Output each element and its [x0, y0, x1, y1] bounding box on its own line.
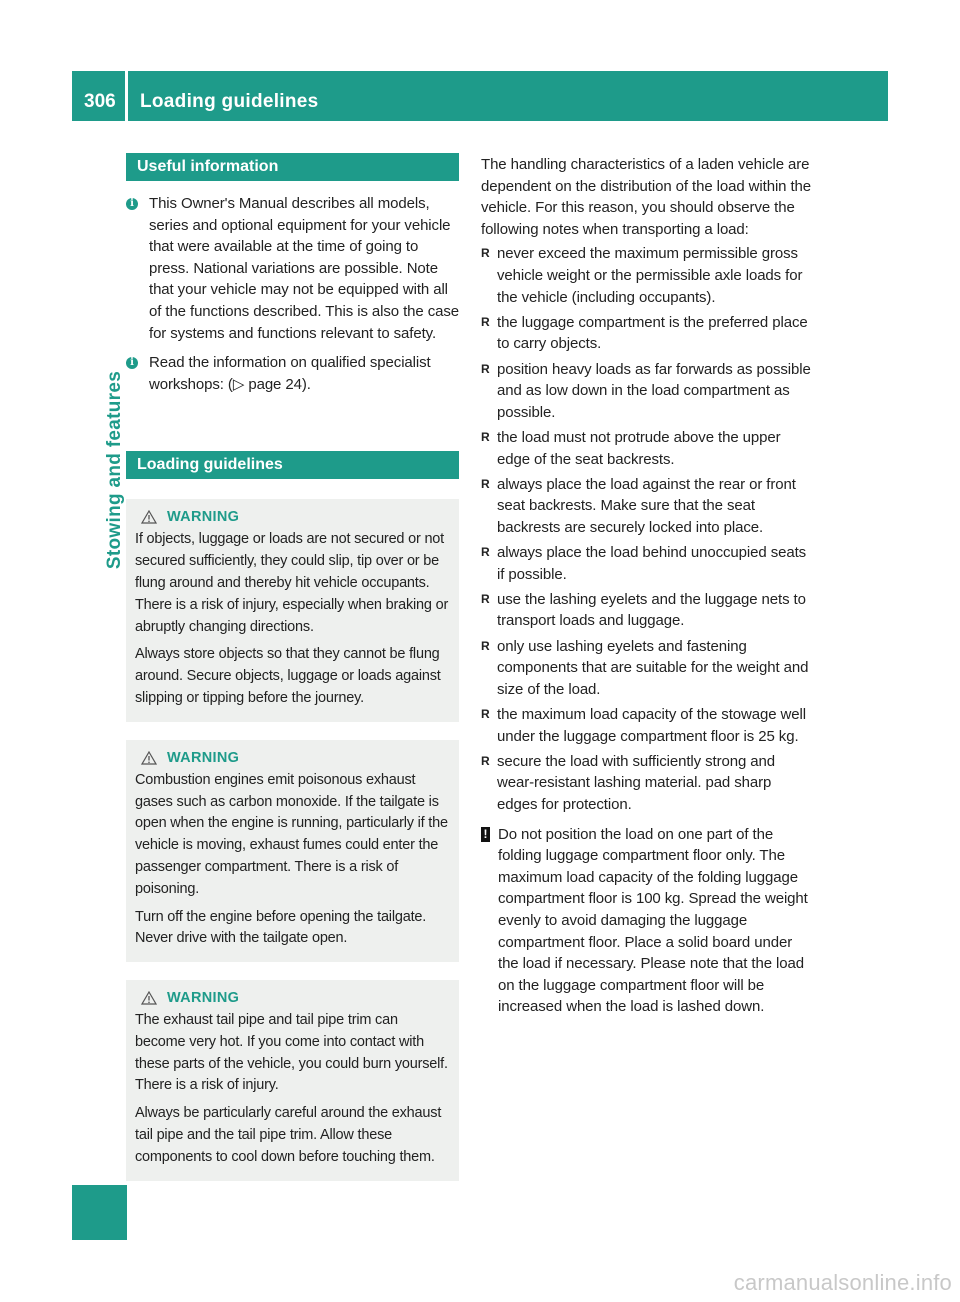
warning-box	[126, 980, 459, 1181]
section-heading-loading: Loading guidelines	[126, 451, 459, 479]
list-item	[481, 359, 815, 424]
bullet-r-icon: R	[481, 361, 490, 376]
warning-paragraph: Always be particularly careful around the exhaust tail pipe and the tail pipe trim. Allow these components to cool down before touching them.	[135, 1105, 442, 1165]
side-tab-title: Stowing and features	[104, 370, 125, 570]
page-number: 306	[84, 91, 116, 112]
bullet-r-icon: R	[481, 591, 490, 606]
warning-label: WARNING	[167, 509, 240, 526]
info-note-text: Read the information on qualified specialist workshops: (▷ page 24).	[149, 354, 431, 393]
right-column	[481, 154, 815, 1018]
info-note-text: This Owner's Manual describes all models, series and optional equipment for your vehicle that were available at the time of going to press. National variations are possible. Note that your vehicle may not be equipped with all of the functions described. This is also the case for systems and functions relevant to safety.	[149, 195, 459, 342]
intro-paragraph: The handling characteristics of a laden vehicle are dependent on the distribution of the load within the vehicle. For this reason, you should observe the following notes when transporting a load:	[481, 156, 812, 238]
info-circle-icon: i	[126, 198, 138, 210]
list-item-text: secure the load with sufficiently strong and wear-resistant lashing material. pad sharp edges for protection.	[497, 752, 775, 813]
warning-triangle-icon	[141, 510, 157, 524]
watermark: carmanualsonline.info	[733, 1270, 952, 1295]
list-item	[481, 751, 815, 816]
list-item-text: use the lashing eyelets and the luggage nets to transport loads and luggage.	[497, 590, 806, 630]
list-item	[481, 589, 815, 632]
list-item-text: always place the load behind unoccupied seats if possible.	[497, 544, 807, 583]
list-item-text: the load must not protrude above the upper edge of the seat backrests.	[497, 428, 781, 468]
list-item-text: position heavy loads as far forwards as possible and as low down in the load compartment as possible.	[497, 360, 811, 421]
list-item-text: always place the load against the rear or front seat backrests. Make sure that the seat backrests are securely locked into place.	[497, 475, 796, 536]
warning-label: WARNING	[167, 990, 240, 1007]
warning-paragraph: Combustion engines emit poisonous exhaust gases such as carbon monoxide. If the tailgate is open when the engine is running, particularly if the vehicle is moving, exhaust fumes could enter the passenger compartment. There is a risk of poisoning.	[135, 771, 448, 897]
bullet-r-icon: R	[481, 707, 490, 721]
bullet-r-icon: R	[481, 246, 490, 261]
list-item	[481, 636, 815, 701]
warning-triangle-icon	[141, 991, 157, 1005]
warning-box	[126, 499, 459, 721]
list-item-text: the maximum load capacity of the stowage well under the luggage compartment floor is 25 kg.	[497, 706, 806, 745]
bullet-r-icon: R	[481, 753, 490, 768]
info-note	[126, 193, 459, 344]
bullet-r-icon: R	[481, 545, 490, 560]
warning-label: WARNING	[167, 749, 240, 766]
section-heading-useful-info: Useful information	[126, 153, 459, 181]
list-item	[481, 312, 815, 355]
warning-body	[135, 770, 450, 950]
side-tab-marker	[72, 1185, 127, 1240]
list-item-text: the luggage compartment is the preferred place to carry objects.	[497, 313, 808, 353]
warning-triangle-icon	[141, 751, 157, 765]
warning-paragraph: The exhaust tail pipe and tail pipe trim can become very hot. If you come into contact with these parts of the vehicle, you could burn yourself. There is a risk of injury.	[135, 1012, 448, 1094]
caution-text: Do not position the load on one part of the folding luggage compartment floor only. The maximum load capacity of the folding luggage compartment floor is 100 kg. Spread the weight evenly to avoid damaging the luggage compartment floor. Place a solid board under the load if necessary. Please note that the load on the luggage compartment floor will be increased when the load is lashed down.	[498, 825, 808, 1016]
warning-body	[135, 1010, 450, 1169]
load-rules-list	[481, 243, 815, 815]
list-item-text: never exceed the maximum permissible gross vehicle weight or the permissible axle loads for the vehicle (including occupants).	[497, 245, 803, 306]
list-item	[481, 704, 815, 747]
header-divider	[125, 71, 128, 121]
bullet-r-icon: R	[481, 638, 490, 653]
bullet-r-icon: R	[481, 429, 490, 444]
warning-paragraph: If objects, luggage or loads are not secured or not secured sufficiently, they could slip, tip over or be flung around and thereby hit vehicle occupants. There is a risk of injury, especially when braking or abruptly changing directions.	[135, 531, 449, 635]
warning-body	[135, 529, 450, 709]
info-circle-icon: i	[126, 357, 138, 369]
warning-header	[141, 509, 450, 525]
warning-paragraph: Always store objects so that they cannot be flung around. Secure objects, luggage or loads against slipping or tipping before the journey.	[135, 646, 441, 706]
caution-note	[481, 824, 815, 1018]
warning-header	[141, 750, 450, 766]
warning-box	[126, 740, 459, 962]
exclamation-box-icon: !	[481, 827, 490, 842]
left-column	[126, 153, 459, 1181]
list-item	[481, 243, 815, 308]
page-title: Loading guidelines	[140, 91, 319, 112]
list-item	[481, 427, 815, 470]
list-item-text: only use lashing eyelets and fastening components that are suitable for the weight and size of the load.	[497, 637, 809, 698]
info-note	[126, 352, 459, 395]
bullet-r-icon: R	[481, 314, 490, 329]
list-item	[481, 542, 815, 585]
list-item	[481, 474, 815, 539]
bullet-r-icon: R	[481, 476, 490, 491]
warning-paragraph: Turn off the engine before opening the tailgate. Never drive with the tailgate open.	[135, 908, 427, 947]
warning-header	[141, 990, 450, 1006]
